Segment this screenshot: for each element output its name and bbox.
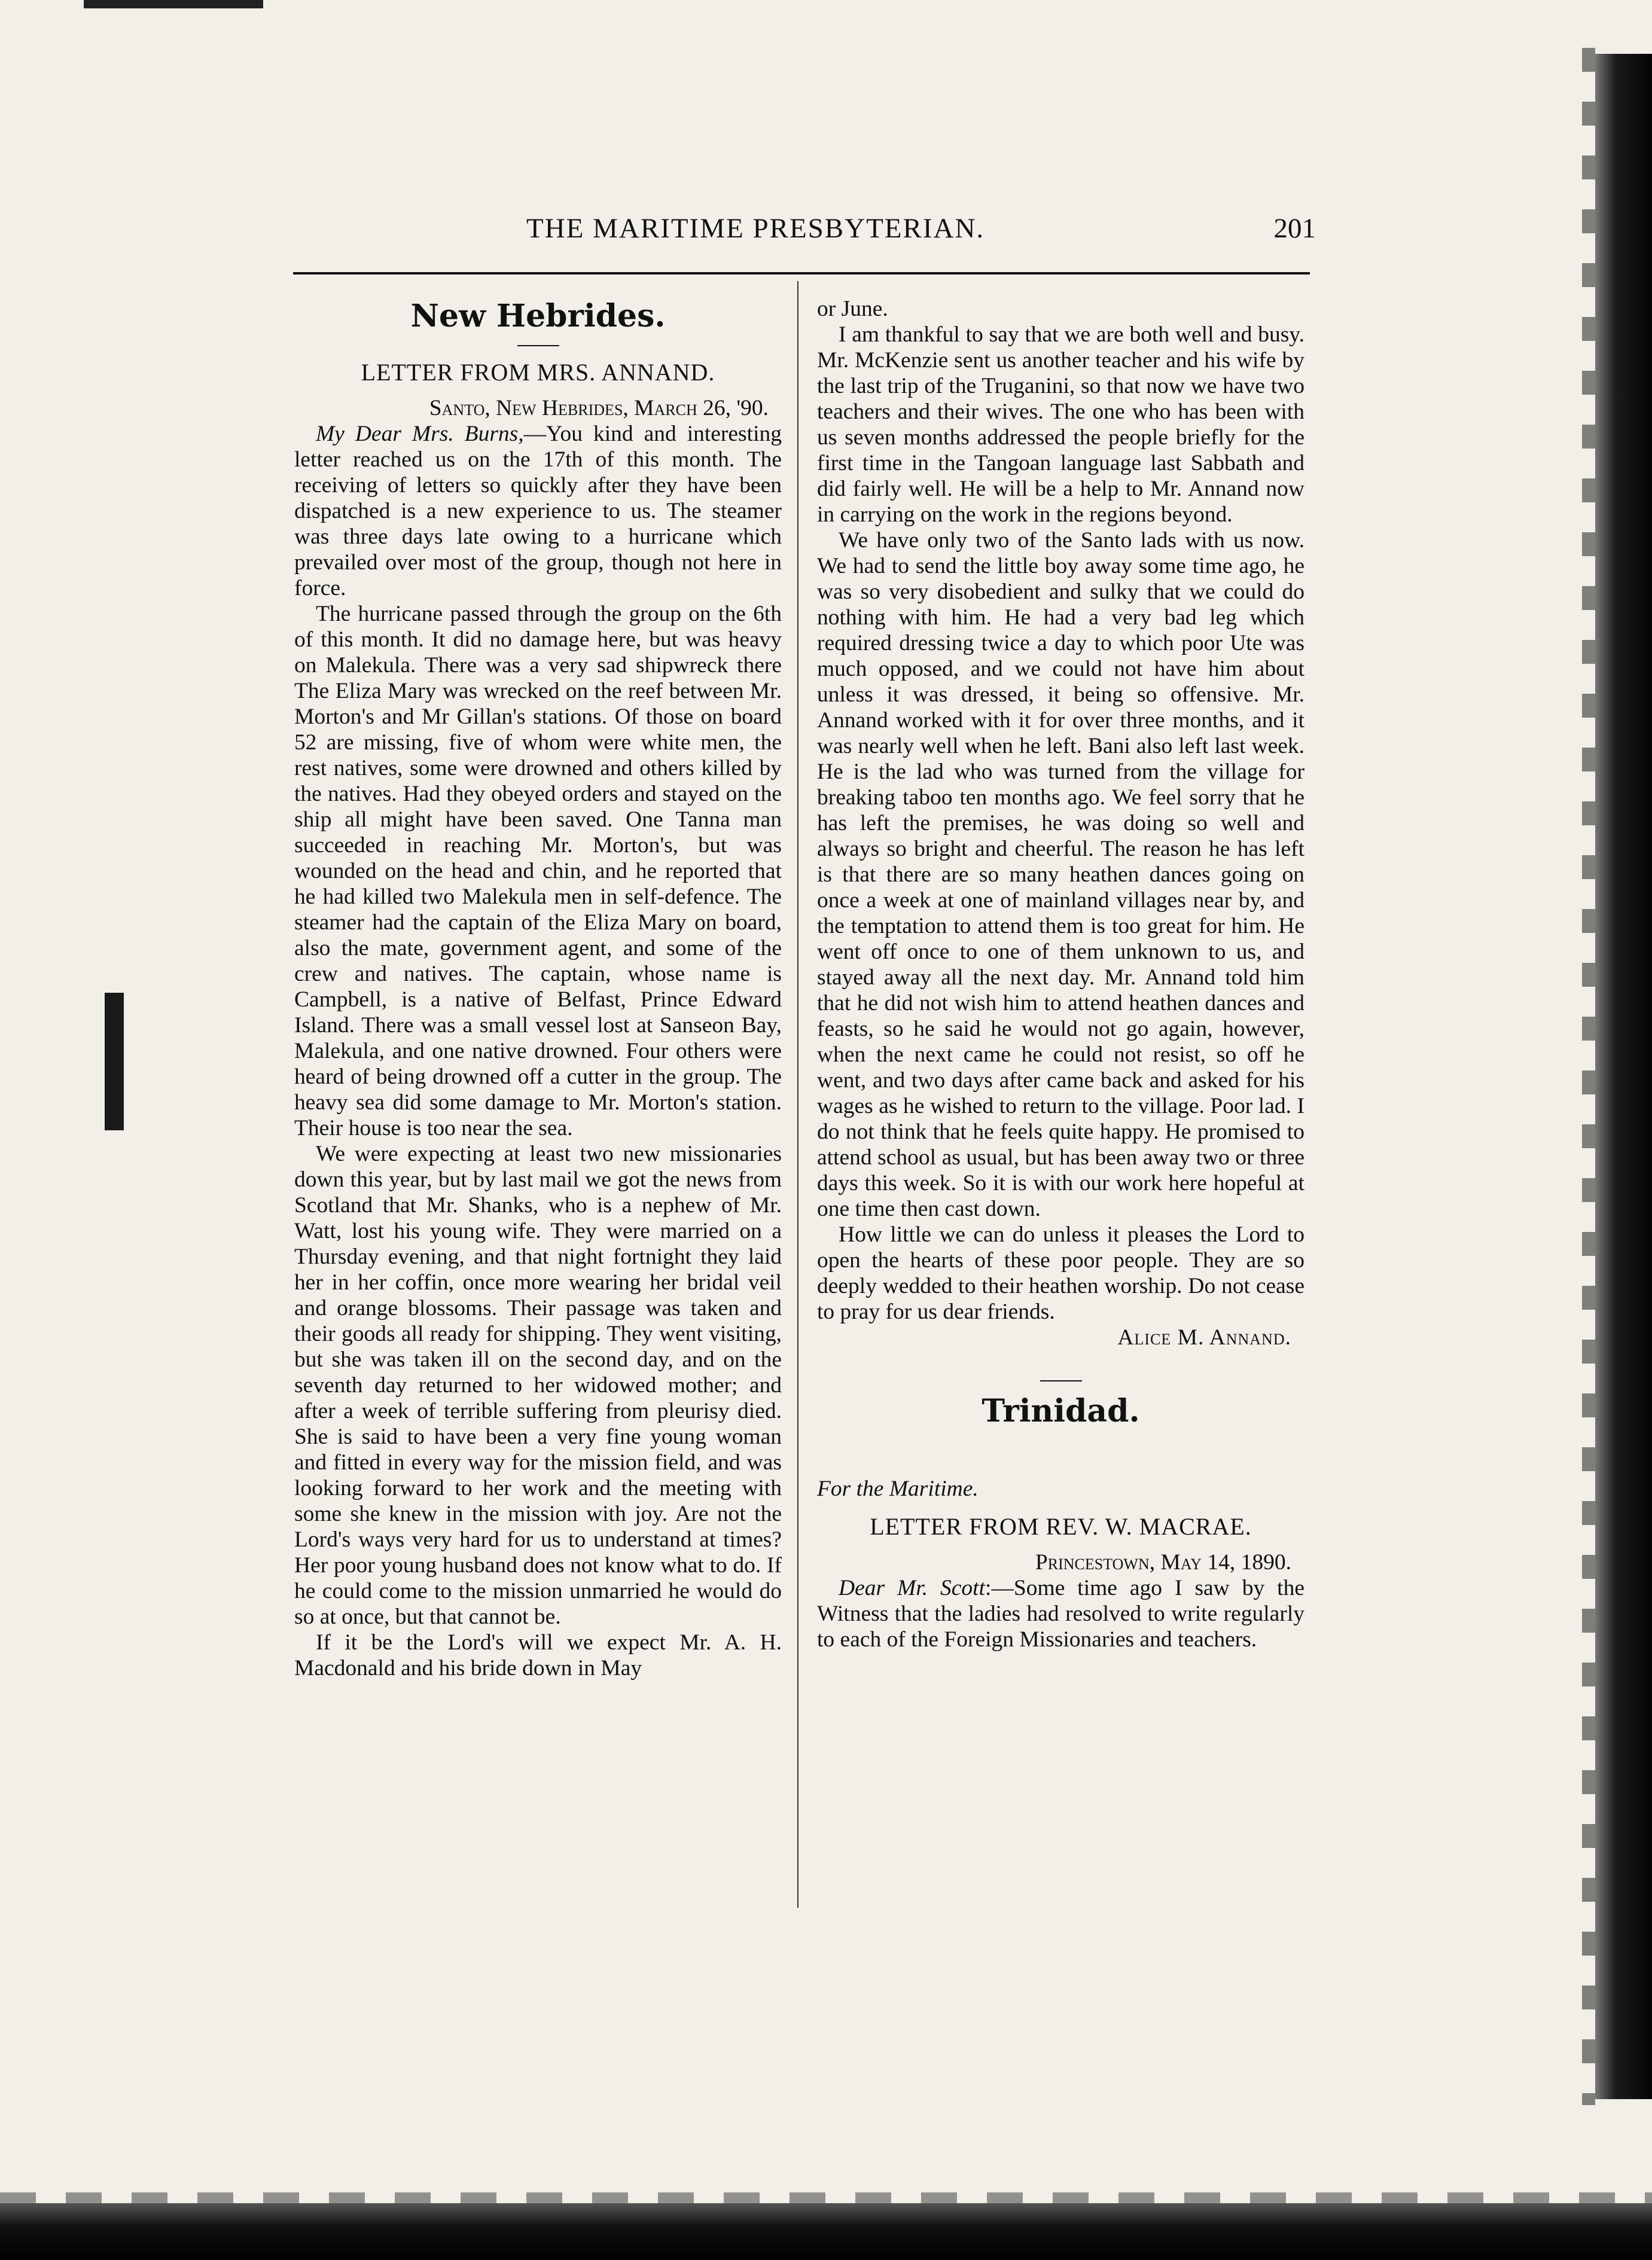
signature-line [817, 1325, 1304, 1350]
scan-right-shadow [1595, 54, 1652, 2099]
letter-title-macrae: LETTER FROM REV. W. MACRAE. [870, 1513, 1252, 1540]
dateline-text: Santo, New Hebrides, March 26, '90. [429, 396, 769, 420]
spacer [817, 1350, 1304, 1380]
paragraph: I am thankful to say that we are both well and busy. Mr. McKenzie sent us another teacher and his wife by the last trip of the Truganini, so that now we have two teachers and their wives. The one who has been with us seven months addressed the people briefly for the first time in the Tangoan language last Sabbath and did fairly well. He will be a help to Mr. Annand now in carrying on the work in the regions beyond. [817, 322, 1304, 527]
scan-top-mark [84, 0, 263, 8]
scan-bottom-shadow [0, 2203, 1652, 2260]
section-rule [1040, 1380, 1082, 1381]
running-head: THE MARITIME PRESBYTERIAN. [526, 213, 985, 244]
signature: Alice M. Annand. [1117, 1325, 1291, 1350]
paragraph-text: —You kind and interesting letter reached us on the 17th of this month. The receiving of letters so quickly after they have been dispatched is a new experience to us. The steamer was three days late owing to a hurricane which prevailed over most of the group, though not here in force. [294, 422, 782, 600]
dateline-text: Princestown, May 14, 1890. [1035, 1550, 1291, 1575]
section-rule [517, 345, 559, 346]
paragraph-text: :—Some time ago I saw by the Witness that the ladies had resolved to write regularly to each of the Foreign Missionaries and teachers. [817, 1576, 1304, 1652]
page-number: 201 [1273, 213, 1316, 244]
section-title-new-hebrides: New Hebrides. [410, 298, 666, 334]
header-rule [293, 272, 1310, 275]
spacer [817, 1440, 1304, 1470]
dateline-santo [294, 395, 782, 421]
paragraph: The hurricane passed through the group on the 6th of this month. It did no damage here, but was heavy on Malekula. There was a very sad shipwreck there The Eliza Mary was wrecked on the reef between Mr. Morton's and Mr Gillan's stations. Of those on board 52 are missing, five of whom were white men, the rest natives, some were drowned and others killed by the natives. Had they obeyed orders and stayed on the ship all might have been saved. One Tanna man succeeded in reaching Mr. Morton's, but was wounded on the head and chin, and he reported that he had killed two Malekula men in self-defence. The steamer had the captain of the Eliza Mary on board, also the mate, government agent, and some of the crew and natives. The captain, whose name is Campbell, is a native of Belfast, Prince Edward Island. There was a small vessel lost at Sanseon Bay, Malekula, and one native drowned. Four others were heard of being drowned off a cutter in the group. The heavy sea did some damage to Mr. Morton's station. Their house is too near the sea. [294, 602, 782, 1140]
paragraph: We have only two of the Santo lads with us now. We had to send the little boy away some time ago, he was so very disobedient and sulky that we could do nothing with him. He had a very bad leg which required dressing twice a day to which poor Ute was much opposed, and we could not have him about unless it was dressed, it being so offensive. Mr. Annand worked with it for over three months, and it was nearly well when he left. Bani also left last week. He is the lad who was turned from the village for breaking taboo ten months ago. We feel sorry that he has left the premises, he was doing so well and always so bright and cheerful. The reason he has left is that there are so many heathen dances going on once a week at one of mainland villages near by, and the temptation to attend them is too great for him. He went off once to one of them unknown to us, and stayed away all the next day. Mr. Annand told him that he did not wish him to attend heathen dances and feasts, so he said he would not go again, however, when the next came he could not resist, so off he went, and two days after came back and asked for his wages as he wished to return to the village. Poor lad. I do not think that he feels quite happy. He promised to attend school as usual, but has been away two or three days this week. So it is with our work here hopeful at one time then cast down. [817, 528, 1304, 1221]
scan-left-mark [105, 993, 124, 1130]
paragraph: How little we can do unless it pleases the Lord to open the hearts of these poor people. They are so deeply wedded to their heathen worship. Do not cease to pray for us dear friends. [817, 1222, 1304, 1324]
scan-bottom-edge [0, 2192, 1652, 2203]
scan-right-edge [1582, 48, 1595, 2105]
paragraph [294, 421, 782, 601]
left-column [294, 296, 782, 1681]
salutation: My Dear Mrs. Burns, [316, 422, 524, 446]
column-divider [797, 281, 798, 1908]
letter-title-annand: LETTER FROM MRS. ANNAND. [361, 359, 715, 386]
right-column [817, 296, 1304, 1652]
paragraph: We were expecting at least two new missionaries down this year, but by last mail we got the news from Scotland that Mr. Shanks, who is a nephew of Mr. Watt, lost his young wife. They were married on a Thursday evening, and that night fortnight they laid her in her coffin, once more wearing her bridal veil and orange blossoms. Their passage was taken and their goods all ready for shipping. They went visiting, but she was taken ill on the second day, and on the seventh day returned to her widowed mother; and after a week of terrible suffering from pleurisy died. She is said to have been a very fine young woman and fitted in every way for the mission field, and was looking forward to her work and the meeting with some she knew in the mission with joy. Are not the Lord's ways very hard for us to understand at times? Her poor young husband does not know what to do. If he could come to the mission unmarried he would do so at once, but that cannot be. [294, 1142, 782, 1629]
paragraph [817, 1575, 1304, 1652]
salutation: Dear Mr. Scott [839, 1576, 986, 1600]
paragraph: If it be the Lord's will we expect Mr. A. H. Macdonald and his bride down in May [294, 1630, 782, 1680]
for-the-maritime: For the Maritime. [817, 1477, 979, 1501]
dateline-princestown [817, 1550, 1304, 1575]
section-title-trinidad: Trinidad. [982, 1393, 1140, 1429]
continuation-text: or June. [817, 297, 888, 321]
